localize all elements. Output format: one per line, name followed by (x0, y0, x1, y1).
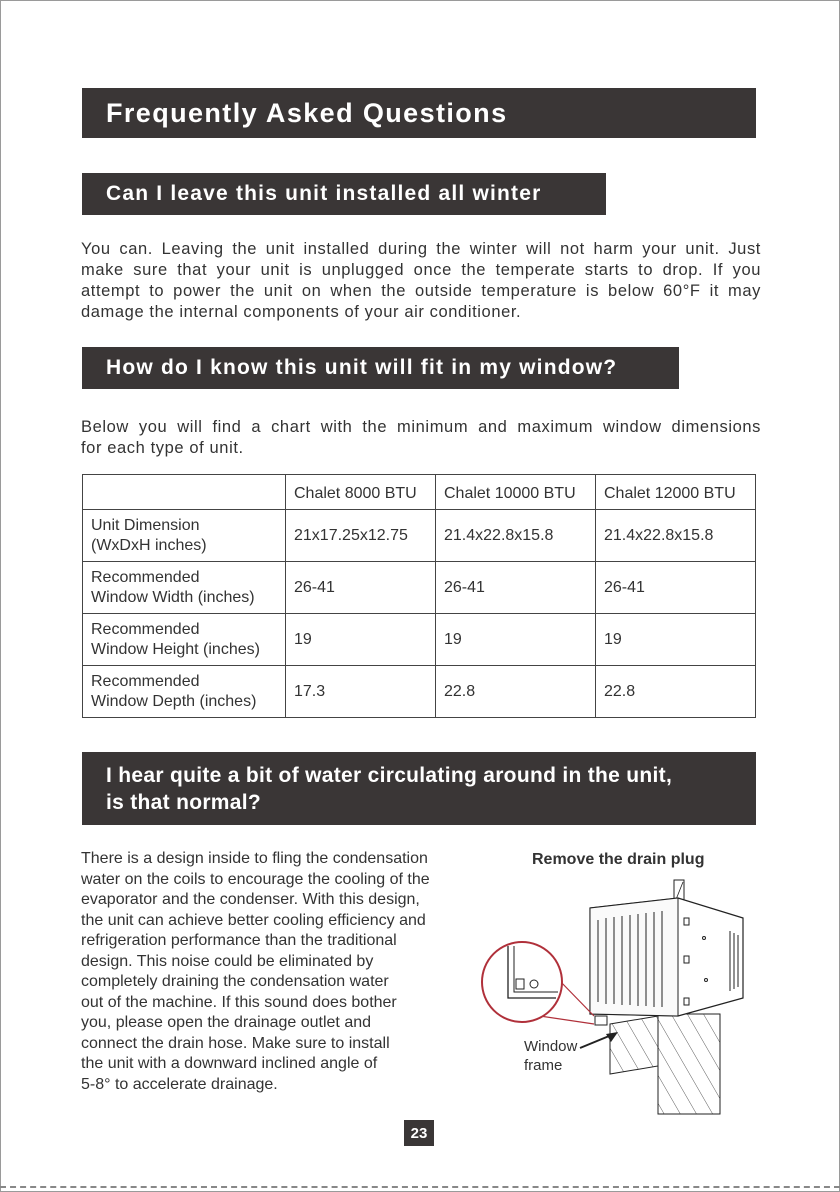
question-heading-water-noise (82, 752, 756, 825)
row-label-line: Recommended (91, 620, 200, 638)
table-row (83, 666, 756, 718)
answer-fit (81, 417, 761, 459)
row-label-line: Window Depth (inches) (91, 692, 257, 710)
window-frame-label-line: Window (524, 1038, 578, 1055)
row-label-line: (WxDxH inches) (91, 536, 207, 554)
answer-line: completely draining the condensation water (81, 973, 389, 990)
answer-winter (81, 239, 761, 323)
window-frame-label (524, 1037, 577, 1075)
question-heading-winter: Can I leave this unit installed all winter (82, 173, 606, 215)
table-cell: 26-41 (286, 562, 436, 614)
zoom-callout (482, 942, 594, 1024)
row-label (83, 614, 286, 666)
answer-line: connect the drain hose. Make sure to install (81, 1034, 390, 1052)
row-label-line: Recommended (91, 672, 200, 690)
row-label (83, 510, 286, 562)
answer-line: you, please open the drainage outlet and (81, 1014, 372, 1031)
table-row (83, 614, 756, 666)
answer-water-noise (81, 849, 481, 1095)
table-cell: 26-41 (596, 562, 756, 614)
answer-winter-line: damage the internal components of your air conditioner. (81, 303, 522, 321)
table-header-cell (83, 475, 286, 510)
table-header-row (83, 475, 756, 510)
answer-winter-line: make sure that your unit is unplugged once the temperate starts to drop. If you (81, 261, 761, 279)
table-cell: 21x17.25x12.75 (286, 510, 436, 562)
table-cell: 19 (436, 614, 596, 666)
drain-plug-illustration (478, 876, 768, 1116)
row-label-line: Recommended (91, 568, 200, 586)
table-cell: 22.8 (436, 666, 596, 718)
table-row (83, 562, 756, 614)
table-cell: 22.8 (596, 666, 756, 718)
page-title: Frequently Asked Questions (82, 88, 756, 138)
answer-winter-line: You can. Leaving the unit installed during the winter will not harm your unit. Just (81, 240, 761, 258)
answer-line: refrigeration performance than the traditional (81, 932, 397, 949)
bottom-edge-rule (0, 1186, 840, 1188)
table-cell: 26-41 (436, 562, 596, 614)
answer-line: water on the coils to encourage the cooling of the (81, 870, 430, 888)
row-label-line: Window Width (inches) (91, 588, 255, 606)
page-number: 23 (404, 1120, 434, 1146)
question-heading-line: is that normal? (106, 790, 262, 814)
row-label-line: Window Height (inches) (91, 640, 260, 658)
window-frame-wall (610, 1014, 720, 1114)
table-cell: 19 (286, 614, 436, 666)
table-header-cell: Chalet 10000 BTU (436, 475, 596, 510)
answer-winter-line: attempt to power the unit on when the outside temperature is below 60°F it may (81, 282, 761, 300)
window-frame-label-line: frame (524, 1057, 563, 1074)
table-header-cell: Chalet 12000 BTU (596, 475, 756, 510)
question-heading-fit: How do I know this unit will fit in my window? (82, 347, 679, 389)
answer-line: the unit can achieve better cooling efficiency and (81, 911, 426, 929)
question-heading-line: I hear quite a bit of water circulating around in the unit, (106, 763, 673, 787)
answer-line: out of the machine. If this sound does bother (81, 993, 397, 1011)
table-cell: 21.4x22.8x15.8 (436, 510, 596, 562)
row-label-line: Unit Dimension (91, 516, 200, 534)
table-cell: 17.3 (286, 666, 436, 718)
air-conditioner-unit (590, 898, 743, 1025)
answer-line: the unit with a downward inclined angle of (81, 1055, 378, 1072)
answer-line: There is a design inside to fling the condensation (81, 850, 428, 867)
table-header-cell: Chalet 8000 BTU (286, 475, 436, 510)
table-row (83, 510, 756, 562)
answer-fit-line: for each type of unit. (81, 439, 244, 457)
figure-title: Remove the drain plug (532, 851, 705, 868)
answer-line: 5-8° to accelerate drainage. (81, 1075, 278, 1093)
window-dimensions-table (82, 474, 756, 718)
table-cell: 21.4x22.8x15.8 (596, 510, 756, 562)
answer-line: design. This noise could be eliminated by (81, 952, 374, 970)
answer-line: evaporator and the condenser. With this design, (81, 891, 420, 908)
answer-fit-line: Below you will find a chart with the minimum and maximum window dimensions (81, 418, 761, 436)
table-cell: 19 (596, 614, 756, 666)
row-label (83, 562, 286, 614)
row-label (83, 666, 286, 718)
